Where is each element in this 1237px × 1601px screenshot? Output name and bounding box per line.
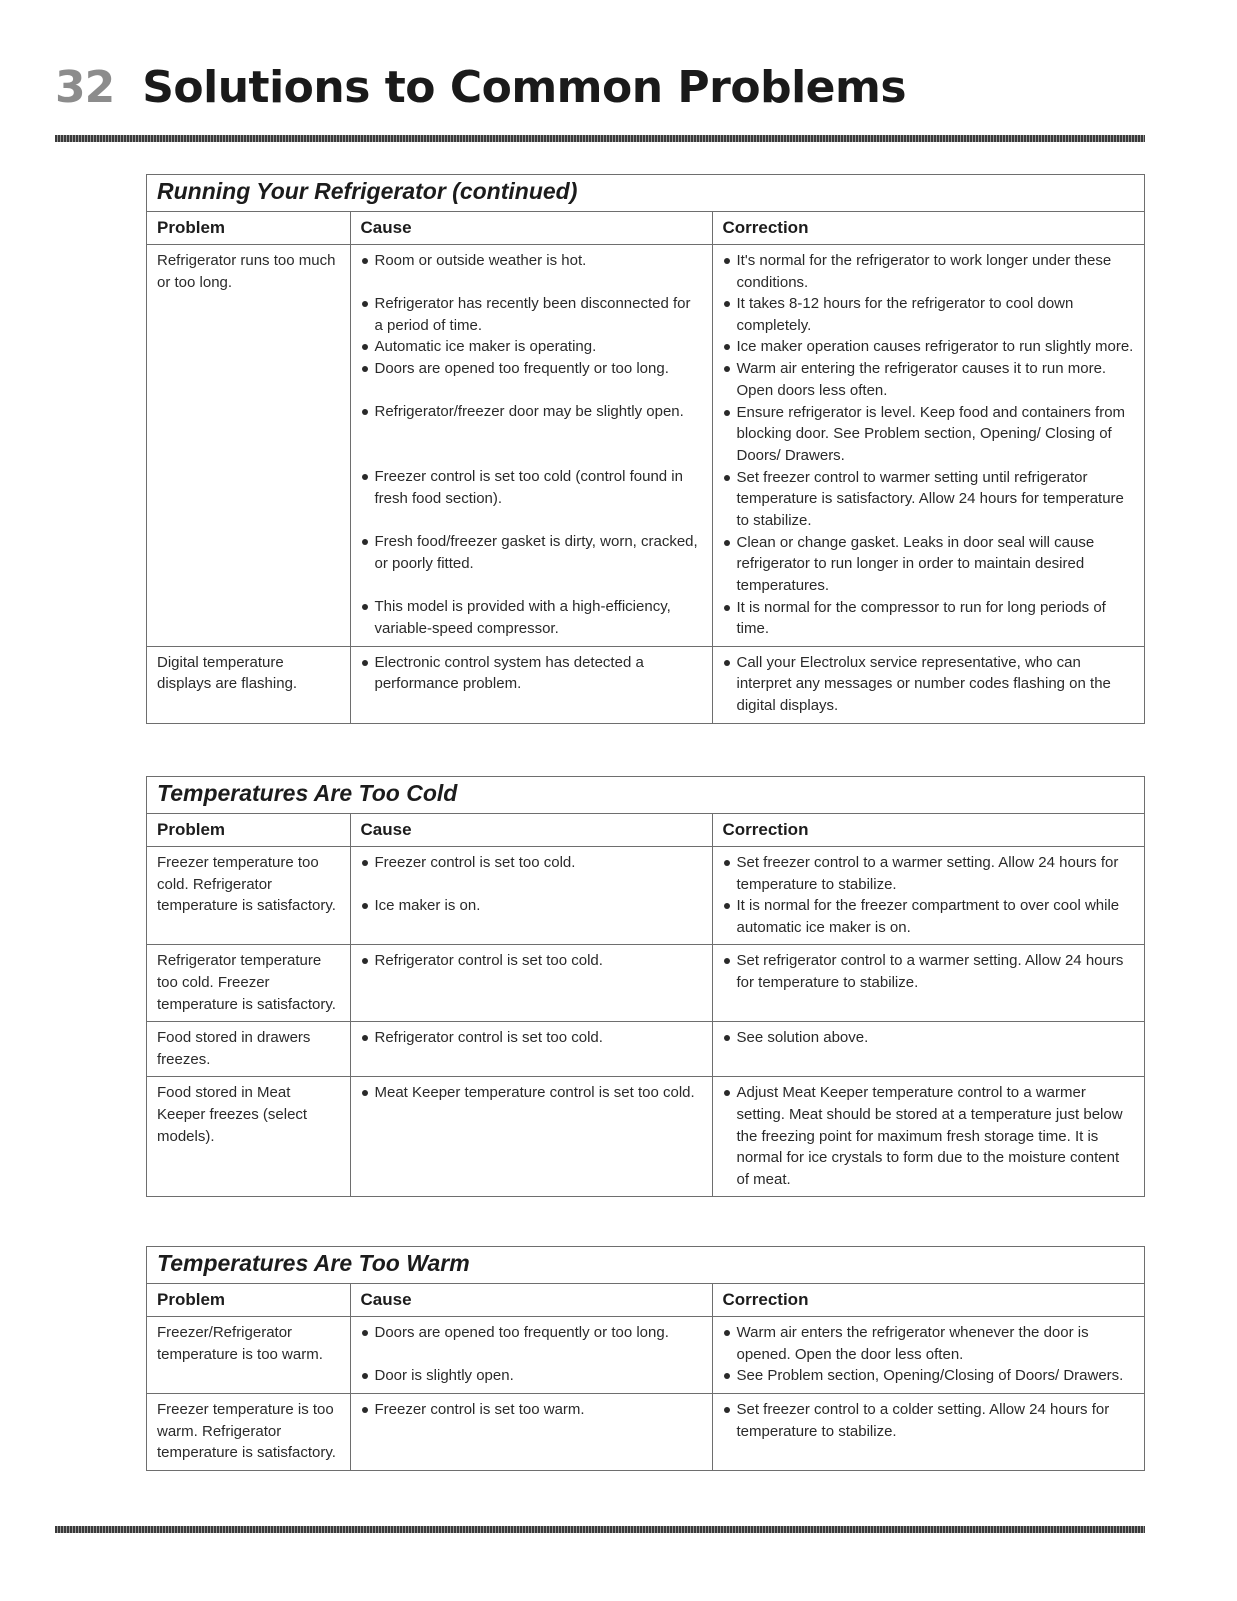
column-header-correction: Correction bbox=[712, 814, 1144, 847]
correction-item: Set freezer control to a colder setting. Allow 24 hours for temperature to stabilize. bbox=[723, 1399, 1135, 1442]
correction-item: Set freezer control to a warmer setting. Allow 24 hours for temperature to stabilize. bbox=[723, 852, 1135, 895]
column-header-problem: Problem bbox=[147, 212, 350, 245]
problem-cell: Food stored in Meat Keeper freezes (select models). bbox=[147, 1077, 350, 1196]
cause-cell bbox=[350, 1394, 712, 1470]
problem-cell: Digital temperature displays are flashing. bbox=[147, 646, 350, 722]
cause-item: Meat Keeper temperature control is set too cold. bbox=[361, 1082, 702, 1104]
correction-list bbox=[723, 950, 1135, 993]
cause-cell bbox=[350, 945, 712, 1022]
correction-list bbox=[723, 852, 1135, 938]
cause-cell bbox=[350, 1077, 712, 1196]
correction-item: It is normal for the compressor to run for long periods of time. bbox=[723, 597, 1135, 640]
problem-cell: Food stored in drawers freezes. bbox=[147, 1022, 350, 1077]
cause-list bbox=[361, 1027, 702, 1049]
cause-list bbox=[361, 1322, 702, 1387]
cause-list bbox=[361, 950, 702, 972]
cause-item: Doors are opened too frequently or too long. bbox=[361, 1322, 702, 1365]
column-header-problem: Problem bbox=[147, 1284, 350, 1317]
cause-item: Doors are opened too frequently or too long. bbox=[361, 358, 702, 401]
correction-list bbox=[723, 652, 1135, 717]
table-row bbox=[147, 847, 1144, 945]
correction-item: See solution above. bbox=[723, 1027, 1135, 1049]
table-row bbox=[147, 245, 1144, 647]
troubleshooting-table bbox=[147, 212, 1144, 723]
correction-item: Adjust Meat Keeper temperature control to a warmer setting. Meat should be stored at a temperature just below the freezing point for maximum fresh storage time. It is normal for ice crystals to form due to the moisture content of meat. bbox=[723, 1082, 1135, 1190]
troubleshooting-table bbox=[147, 1284, 1144, 1470]
column-header-correction: Correction bbox=[712, 212, 1144, 245]
cause-cell bbox=[350, 646, 712, 722]
correction-item: Clean or change gasket. Leaks in door seal will cause refrigerator to run longer in order to maintain desired temperatures. bbox=[723, 532, 1135, 597]
troubleshooting-table bbox=[147, 814, 1144, 1196]
section-temperatures-too-warm bbox=[146, 1246, 1145, 1471]
correction-cell bbox=[712, 1394, 1144, 1470]
page-number: 32 bbox=[55, 62, 115, 113]
problem-cell: Refrigerator runs too much or too long. bbox=[157, 252, 336, 291]
cause-cell bbox=[350, 847, 712, 945]
cause-item: Refrigerator control is set too cold. bbox=[361, 1027, 702, 1049]
column-header-problem: Problem bbox=[147, 814, 350, 847]
section-title: Running Your Refrigerator (continued) bbox=[147, 175, 1144, 212]
correction-item: It's normal for the refrigerator to work longer under these conditions. bbox=[723, 250, 1135, 293]
correction-item: It takes 8-12 hours for the refrigerator to cool down completely. bbox=[723, 293, 1135, 336]
cause-list bbox=[361, 1399, 702, 1421]
cause-item: Refrigerator has recently been disconnected for a period of time. bbox=[361, 293, 702, 336]
cause-list bbox=[361, 852, 702, 938]
column-header-cause: Cause bbox=[350, 212, 712, 245]
header-divider bbox=[55, 135, 1145, 142]
correction-item: Set refrigerator control to a warmer setting. Allow 24 hours for temperature to stabilize. bbox=[723, 950, 1135, 993]
problem-cell: Freezer temperature is too warm. Refrigerator temperature is satisfactory. bbox=[147, 1394, 350, 1470]
correction-list bbox=[723, 1027, 1135, 1049]
table-row bbox=[147, 646, 1144, 722]
cause-item: Freezer control is set too cold (control found in fresh food section). bbox=[361, 466, 702, 531]
cause-list bbox=[361, 250, 702, 639]
correction-item: Warm air entering the refrigerator causes it to run more. Open doors less often. bbox=[723, 358, 1135, 401]
problem-cell: Freezer/Refrigerator temperature is too warm. bbox=[157, 1324, 323, 1363]
problem-cell: Freezer temperature too cold. Refrigerator temperature is satisfactory. bbox=[157, 854, 336, 915]
correction-cell bbox=[712, 646, 1144, 722]
cause-item: Door is slightly open. bbox=[361, 1365, 702, 1387]
cause-item: Ice maker is on. bbox=[361, 895, 702, 938]
correction-item: Set freezer control to warmer setting until refrigerator temperature is satisfactory. Allow 24 hours for temperature to stabilize. bbox=[723, 467, 1135, 532]
correction-item: Warm air enters the refrigerator whenever the door is opened. Open the door less often. bbox=[723, 1322, 1135, 1365]
column-header-cause: Cause bbox=[350, 1284, 712, 1317]
correction-item: Ice maker operation causes refrigerator to run slightly more. bbox=[723, 336, 1135, 358]
section-title: Temperatures Are Too Warm bbox=[147, 1247, 1144, 1284]
cause-item: Refrigerator/freezer door may be slightly open. bbox=[361, 401, 702, 466]
cause-item: Fresh food/freezer gasket is dirty, worn, cracked, or poorly fitted. bbox=[361, 531, 702, 596]
correction-item: Call your Electrolux service representative, who can interpret any messages or number codes flashing on the digital displays. bbox=[723, 652, 1135, 717]
table-row bbox=[147, 1077, 1144, 1196]
correction-cell bbox=[712, 1077, 1144, 1196]
correction-cell bbox=[712, 1317, 1144, 1394]
column-header-correction: Correction bbox=[712, 1284, 1144, 1317]
cause-cell bbox=[350, 1317, 712, 1394]
cause-item: Electronic control system has detected a performance problem. bbox=[361, 652, 702, 695]
cause-item: Freezer control is set too warm. bbox=[361, 1399, 702, 1421]
correction-list bbox=[723, 250, 1135, 640]
correction-list bbox=[723, 1082, 1135, 1190]
cause-list bbox=[361, 1082, 702, 1104]
cause-item: Freezer control is set too cold. bbox=[361, 852, 702, 895]
correction-item: It is normal for the freezer compartment to over cool while automatic ice maker is on. bbox=[723, 895, 1135, 938]
cause-item: This model is provided with a high-efficiency, variable-speed compressor. bbox=[361, 596, 702, 639]
cause-item: Automatic ice maker is operating. bbox=[361, 336, 702, 358]
table-row bbox=[147, 1317, 1144, 1394]
cause-list bbox=[361, 652, 702, 695]
correction-list bbox=[723, 1322, 1135, 1387]
section-temperatures-too-cold bbox=[146, 776, 1145, 1197]
page-title: Solutions to Common Problems bbox=[142, 62, 907, 113]
problem-cell: Refrigerator temperature too cold. Freezer temperature is satisfactory. bbox=[147, 945, 350, 1022]
section-title: Temperatures Are Too Cold bbox=[147, 777, 1144, 814]
correction-cell bbox=[712, 245, 1144, 647]
correction-cell bbox=[712, 847, 1144, 945]
cause-item: Room or outside weather is hot. bbox=[361, 250, 702, 293]
correction-cell bbox=[712, 1022, 1144, 1077]
cause-item: Refrigerator control is set too cold. bbox=[361, 950, 702, 972]
correction-cell bbox=[712, 945, 1144, 1022]
correction-item: See Problem section, Opening/Closing of Doors/ Drawers. bbox=[723, 1365, 1135, 1387]
table-row bbox=[147, 1022, 1144, 1077]
correction-list bbox=[723, 1399, 1135, 1442]
table-row bbox=[147, 1394, 1144, 1470]
cause-cell bbox=[350, 1022, 712, 1077]
correction-item: Ensure refrigerator is level. Keep food and containers from blocking door. See Problem section, Opening/ Closing of Doors/ Drawers. bbox=[723, 402, 1135, 467]
section-running-refrigerator bbox=[146, 174, 1145, 724]
table-row bbox=[147, 945, 1144, 1022]
cause-cell bbox=[350, 245, 712, 647]
page-header bbox=[55, 62, 906, 113]
column-header-cause: Cause bbox=[350, 814, 712, 847]
footer-divider bbox=[55, 1526, 1145, 1533]
